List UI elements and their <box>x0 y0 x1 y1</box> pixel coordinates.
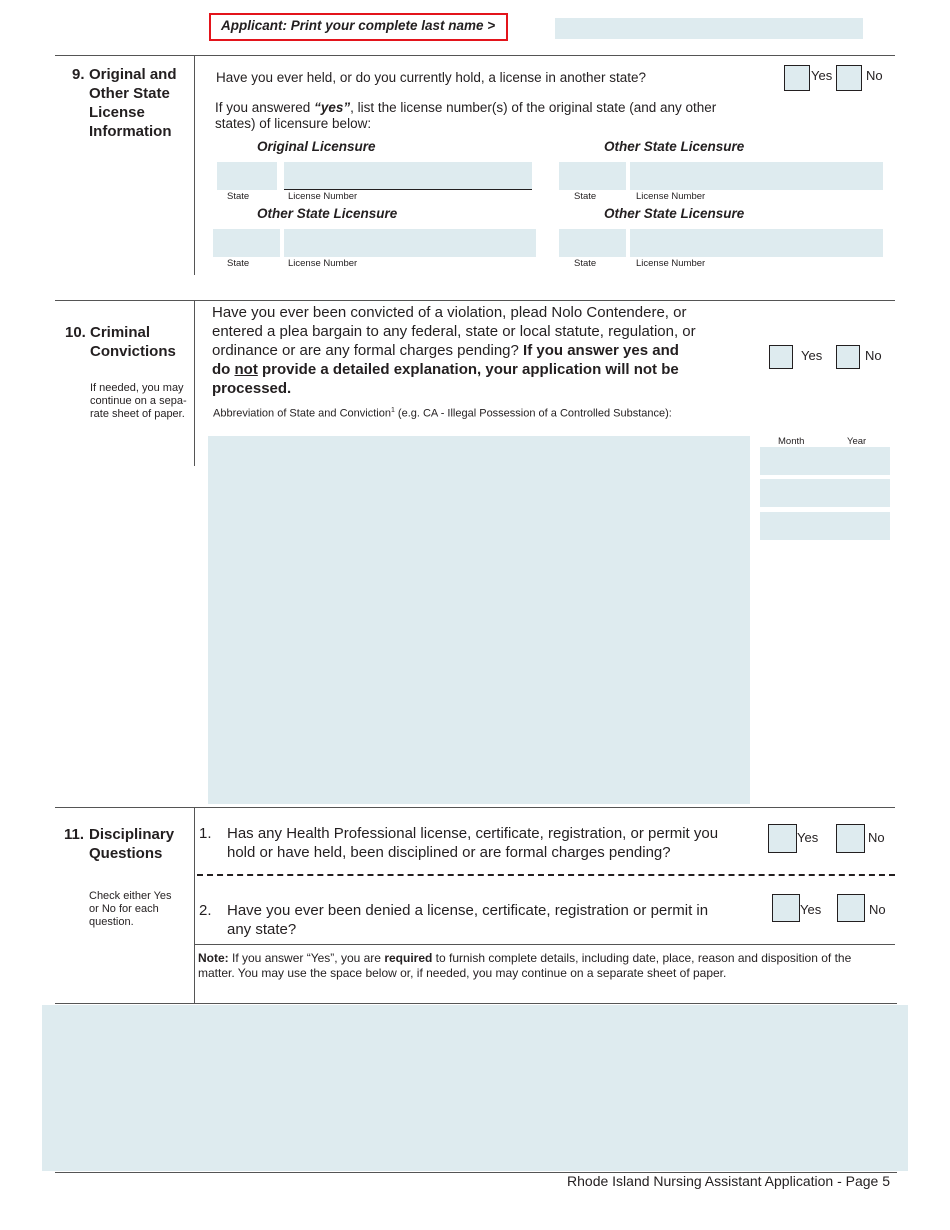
section-11-title <box>64 825 192 863</box>
q1-number: 1. <box>199 825 212 842</box>
note-required: required <box>384 951 433 965</box>
instruction-prefix: If you answered <box>215 100 315 115</box>
column-divider-11 <box>194 807 195 1003</box>
disciplinary-details-field[interactable] <box>42 1005 908 1171</box>
original-licensure-header: Original Licensure <box>257 139 376 154</box>
applicant-prompt-label: Applicant: Print your complete last name > <box>221 18 496 33</box>
other-2-state-label: State <box>227 258 250 269</box>
section-10-title <box>65 323 190 361</box>
section-11-title-line-1: Disciplinary <box>89 826 175 843</box>
s10-q-line-3-bold: If you answer yes and <box>523 342 679 359</box>
section-10-title-line-2: Convictions <box>90 343 176 360</box>
disciplinary-question-1 <box>199 824 759 862</box>
section-9-number: 9. <box>72 66 85 83</box>
s10-q-line-1: Have you ever been convicted of a violation, plead Nolo Contendere, or <box>212 304 687 321</box>
section-11-note-line-3: question. <box>89 916 134 928</box>
other-2-license-number-field[interactable] <box>284 229 536 257</box>
divider-top <box>55 55 895 56</box>
original-state-field[interactable] <box>217 162 277 190</box>
section-9-no-label: No <box>866 68 883 83</box>
note-label: Note: <box>198 951 229 965</box>
divider-after-11 <box>55 1003 897 1004</box>
disciplinary-note <box>198 951 894 981</box>
s10-q-line-4-not: not <box>234 361 258 378</box>
q2-number: 2. <box>199 902 212 919</box>
q2-yes-checkbox[interactable] <box>772 894 800 922</box>
section-9-title-line-1: Original and <box>89 66 177 83</box>
instruction-line-2: states) of licensure below: <box>215 116 372 131</box>
section-10-yes-label: Yes <box>801 348 823 363</box>
s10-q-line-3-normal: ordinance or are any formal charges pending? <box>212 342 524 359</box>
other-3-state-label: State <box>574 258 597 269</box>
section-10-title-line-1: Criminal <box>90 324 151 341</box>
q1-line-1: Has any Health Professional license, certificate, registration, or permit you <box>227 825 719 842</box>
q1-no-label: No <box>868 830 885 845</box>
year-label: Year <box>847 436 867 447</box>
conviction-details-field[interactable] <box>208 436 750 804</box>
section-9-yes-label: Yes <box>811 68 833 83</box>
section-11-note-line-1: Check either Yes <box>89 890 172 902</box>
section-11-title-line-2: Questions <box>89 845 163 862</box>
other-2-state-field[interactable] <box>213 229 280 257</box>
other-3-state-field[interactable] <box>559 229 626 257</box>
q1-no-checkbox[interactable] <box>836 824 865 853</box>
last-name-field[interactable] <box>555 18 863 39</box>
q2-no-label: No <box>869 902 886 917</box>
section-10-no-label: No <box>865 348 882 363</box>
section-9-title-line-3: License <box>89 104 145 121</box>
s10-q-line-2: entered a plea bargain to any federal, state or local statute, regulation, or <box>212 323 696 340</box>
other-1-license-label: License Number <box>636 191 706 202</box>
divider-note <box>195 944 895 945</box>
other-3-license-label: License Number <box>636 258 706 269</box>
section-9-no-checkbox[interactable] <box>836 65 862 91</box>
dashed-divider-11 <box>197 874 895 876</box>
section-10-note-line-1: If needed, you may <box>90 382 184 394</box>
instruction-yes: “yes” <box>314 100 351 115</box>
section-10-no-checkbox[interactable] <box>836 345 860 369</box>
other-3-license-number-field[interactable] <box>630 229 883 257</box>
other-2-license-label: License Number <box>288 258 358 269</box>
original-state-label: State <box>227 191 250 202</box>
conviction-date-field-1[interactable] <box>760 447 890 475</box>
section-10-side-note <box>90 382 194 421</box>
original-license-number-field[interactable] <box>284 162 532 190</box>
section-11-note-line-2: or No for each <box>89 903 159 915</box>
section-9-title-line-4: Information <box>89 123 172 140</box>
note-text-b: to furnish complete details, including date, place, reason and disposition of the <box>432 951 852 965</box>
other-licensure-header-1: Other State Licensure <box>604 139 745 154</box>
section-10-number: 10. <box>65 324 86 341</box>
divider-10-11 <box>55 807 895 808</box>
q2-line-1: Have you ever been denied a license, certificate, registration or permit in <box>227 902 709 919</box>
other-1-state-label: State <box>574 191 597 202</box>
applicant-prompt-box <box>209 13 508 41</box>
note-line-2: matter. You may use the space below or, if needed, you may continue on a separate sheet of paper. <box>198 966 727 980</box>
section-9-question: Have you ever held, or do you currently hold, a license in another state? <box>216 70 647 85</box>
section-10-question <box>212 303 752 398</box>
disciplinary-question-2 <box>199 901 759 939</box>
abbrev-footnote-mark: 1 <box>390 407 395 414</box>
column-divider-10 <box>194 300 195 466</box>
section-9-instruction <box>215 100 755 132</box>
section-9-title <box>72 65 192 141</box>
abbrev-example-text: (e.g. CA - Illegal Possession of a Controlled Substance): <box>394 407 672 420</box>
original-license-label: License Number <box>288 191 358 202</box>
section-10-yes-checkbox[interactable] <box>769 345 793 369</box>
page-footer: Rhode Island Nursing Assistant Application - Page 5 <box>567 1173 890 1189</box>
section-9-title-line-2: Other State <box>89 85 170 102</box>
instruction-suffix: , list the license number(s) of the original state (and any other <box>350 100 717 115</box>
s10-q-line-4-a: do <box>212 361 235 378</box>
column-divider-9 <box>194 55 195 275</box>
s10-q-line-5: processed. <box>212 380 292 397</box>
abbreviation-label <box>213 407 672 420</box>
month-label: Month <box>778 436 805 447</box>
other-1-state-field[interactable] <box>559 162 626 190</box>
divider-9-10 <box>55 300 895 301</box>
section-10-note-line-2: continue on a sepa- <box>90 395 187 407</box>
section-9-yes-checkbox[interactable] <box>784 65 810 91</box>
q2-yes-label: Yes <box>800 902 822 917</box>
s10-q-line-4-b: provide a detailed explanation, your application will not be <box>257 361 679 378</box>
section-11-number: 11. <box>64 826 85 843</box>
conviction-date-field-2[interactable] <box>760 479 890 507</box>
other-1-license-number-field[interactable] <box>630 162 883 190</box>
other-licensure-header-2: Other State Licensure <box>257 206 398 221</box>
other-licensure-header-3: Other State Licensure <box>604 206 745 221</box>
q1-yes-checkbox[interactable] <box>768 824 797 853</box>
abbrev-label-text: Abbreviation of State and Conviction <box>213 407 391 420</box>
q2-line-2: any state? <box>227 921 297 938</box>
note-text-a: If you answer “Yes”, you are <box>228 951 385 965</box>
q1-yes-label: Yes <box>797 830 819 845</box>
conviction-date-field-3[interactable] <box>760 512 890 540</box>
section-10-note-line-3: rate sheet of paper. <box>90 408 185 420</box>
q1-line-2: hold or have held, been disciplined or are formal charges pending? <box>227 844 671 861</box>
section-11-side-note <box>89 890 193 929</box>
q2-no-checkbox[interactable] <box>837 894 865 922</box>
